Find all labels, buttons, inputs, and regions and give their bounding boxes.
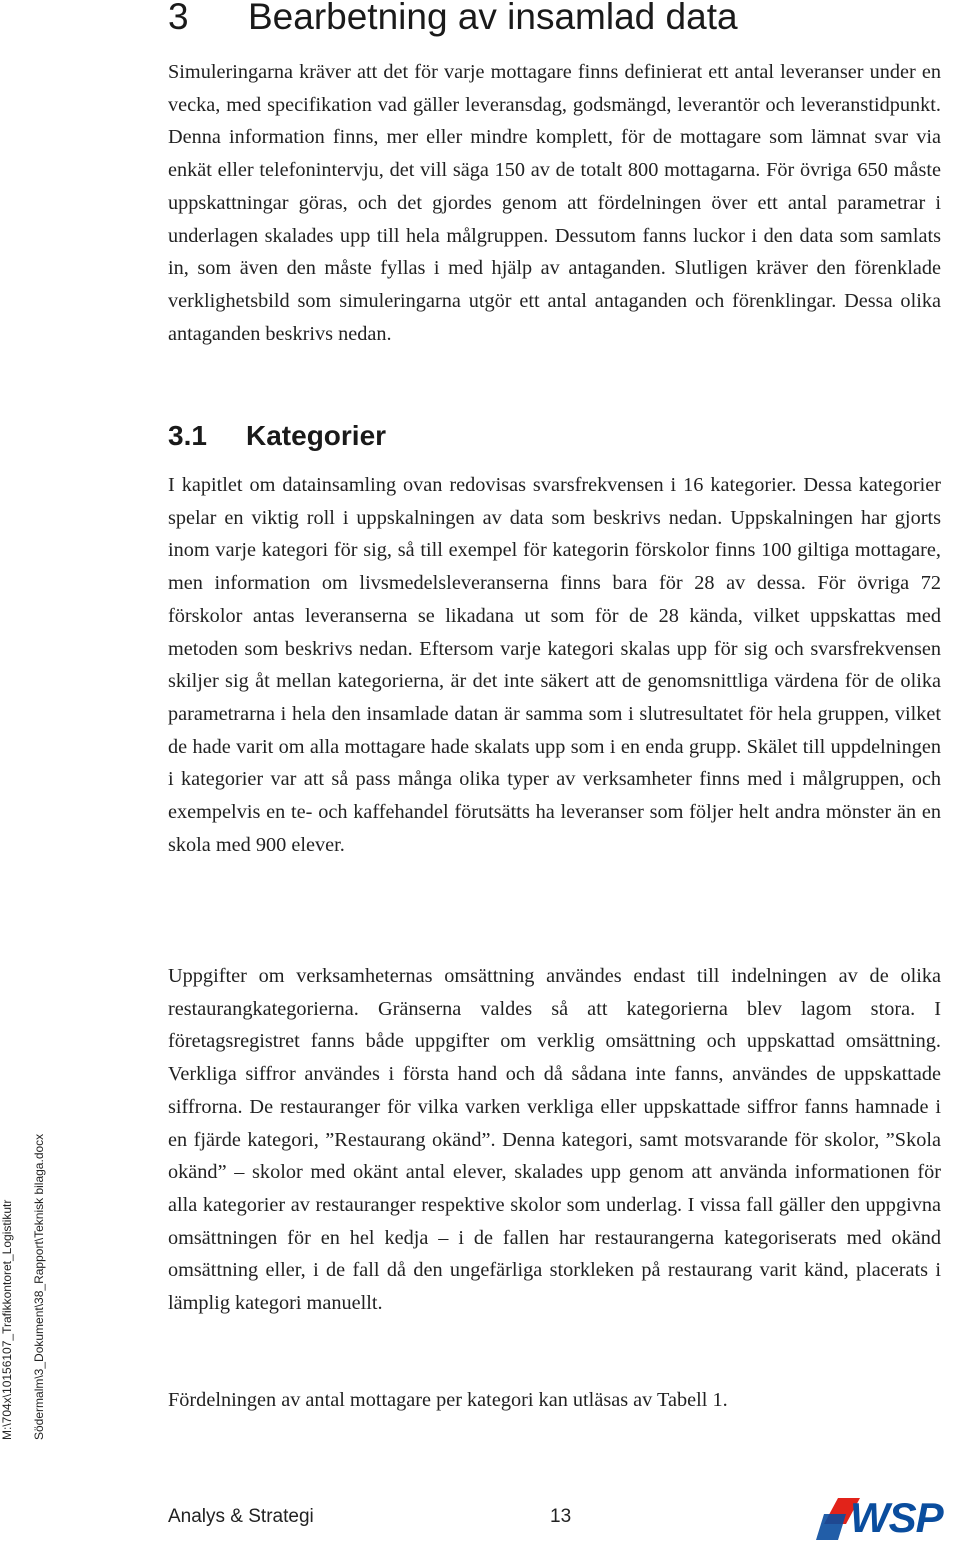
chapter-title: Bearbetning av insamlad data <box>248 0 738 37</box>
section-number: 3.1 <box>168 420 207 451</box>
chapter-heading <box>168 0 738 42</box>
page-number: 13 <box>550 1506 572 1527</box>
chapter-number: 3 <box>168 0 189 37</box>
wsp-logo-text: WSP <box>850 1494 943 1541</box>
footer-department: Analys & Strategi <box>168 1506 314 1527</box>
section-heading <box>168 416 386 456</box>
turnover-paragraph: Uppgifter om verksamheternas omsättning användes endast till indelningen av de olika restaurangkategorierna. Gränserna valdes så att kategorierna blev lagom stora. I företagsregistret fanns både uppgifter om verklig omsättning och uppskattad omsättning. Verkliga siffror användes i första hand och då sådana inte fanns, användes de uppskattade siffrorna. De restauranger för vilka varken verkliga eller uppskattade siffror fanns hamnade i en fjärde kategori, ”Restaurang okänd”. Denna kategori, samt motsvarande för skolor, ”Skola okänd” – skolor med okänt antal elever, skalades upp genom att använda informationen för alla kategorier av restauranger respektive skolor som underlag. I vissa fall gäller den uppgivna omsättningen för en hel kedja – i de fallen har restaurangerna kategoriserats med okänd omsättning eller, i de fall då den ungefärliga storkleken på restaurang varit känd, placerats i lämplig kategori manuellt. <box>168 965 941 1315</box>
file-path-line-1: M:\704x\10156107_Trafikkontoret_Logistikutr <box>0 1199 14 1440</box>
section-title: Kategorier <box>246 420 387 451</box>
file-path-sidebar <box>0 1080 62 1440</box>
categories-paragraph: I kapitlet om datainsamling ovan redovisas svarsfrekvensen i 16 kategorier. Dessa kategorier spelar en viktig roll i uppskalningen av data som beskrivs nedan. Uppskalningen har gjorts inom varje kategori för sig, så till exempel för kategorin förskolor finns 100 giltiga mottagare, men information om livsmedelsleveranserna finns bara för 28 av dessa. För övriga 72 förskolor antas leveranserna se likadana ut som för de 28 kända, vilket uppskattas med metoden som beskrivs nedan. Eftersom varje kategori skalas upp för sig och svarsfrekvensen skiljer sig åt mellan kategorierna, är det inte säkert att de genomsnittliga värdena för de olika parametrarna i hela den insamlade datan är samma som i slutresultatet för hela gruppen, vilket de hade varit om alla mottagare hade skalats upp som i en enda grupp. Skälet till uppdelningen i kategorier var att så pass många olika typer av verksamheter finns med i målgruppen, och exempelvis en te- och kaffehandel förutsätts ha leveranser som följer helt andra mönster än en skola med 900 elever. <box>168 474 941 856</box>
wsp-logo <box>816 1496 956 1542</box>
file-path-line-2: Södermalm\3_Dokument\38_Rapport\Teknisk bilaga.docx <box>32 1133 46 1440</box>
intro-paragraph: Simuleringarna kräver att det för varje mottagare finns definierat ett antal leveranser under en vecka, med specifikation vad gäller leveransdag, godsmängd, leverantör och leveranstidpunkt. Denna information finns, mer eller mindre komplett, för de mottagare som lämnat svar via enkät eller telefonintervju, det vill säga 150 av de totalt 800 mottagarna. För övriga 650 måste uppskattningar göras, och det gjordes genom att fördelningen över ett antal parametrar i underlagen skalades upp till hela målgruppen. Dessutom fanns luckor i den data som samlats in, som även den måste fyllas i med hjälp av antaganden. Slutligen kräver den förenklade verklighetsbild som simuleringarna utgör ett antal antaganden och förenklingar. Dessa olika antaganden beskrivs nedan. <box>168 61 941 345</box>
table-reference-paragraph: Fördelningen av antal mottagare per kategori kan utläsas av Tabell 1. <box>168 1389 728 1411</box>
